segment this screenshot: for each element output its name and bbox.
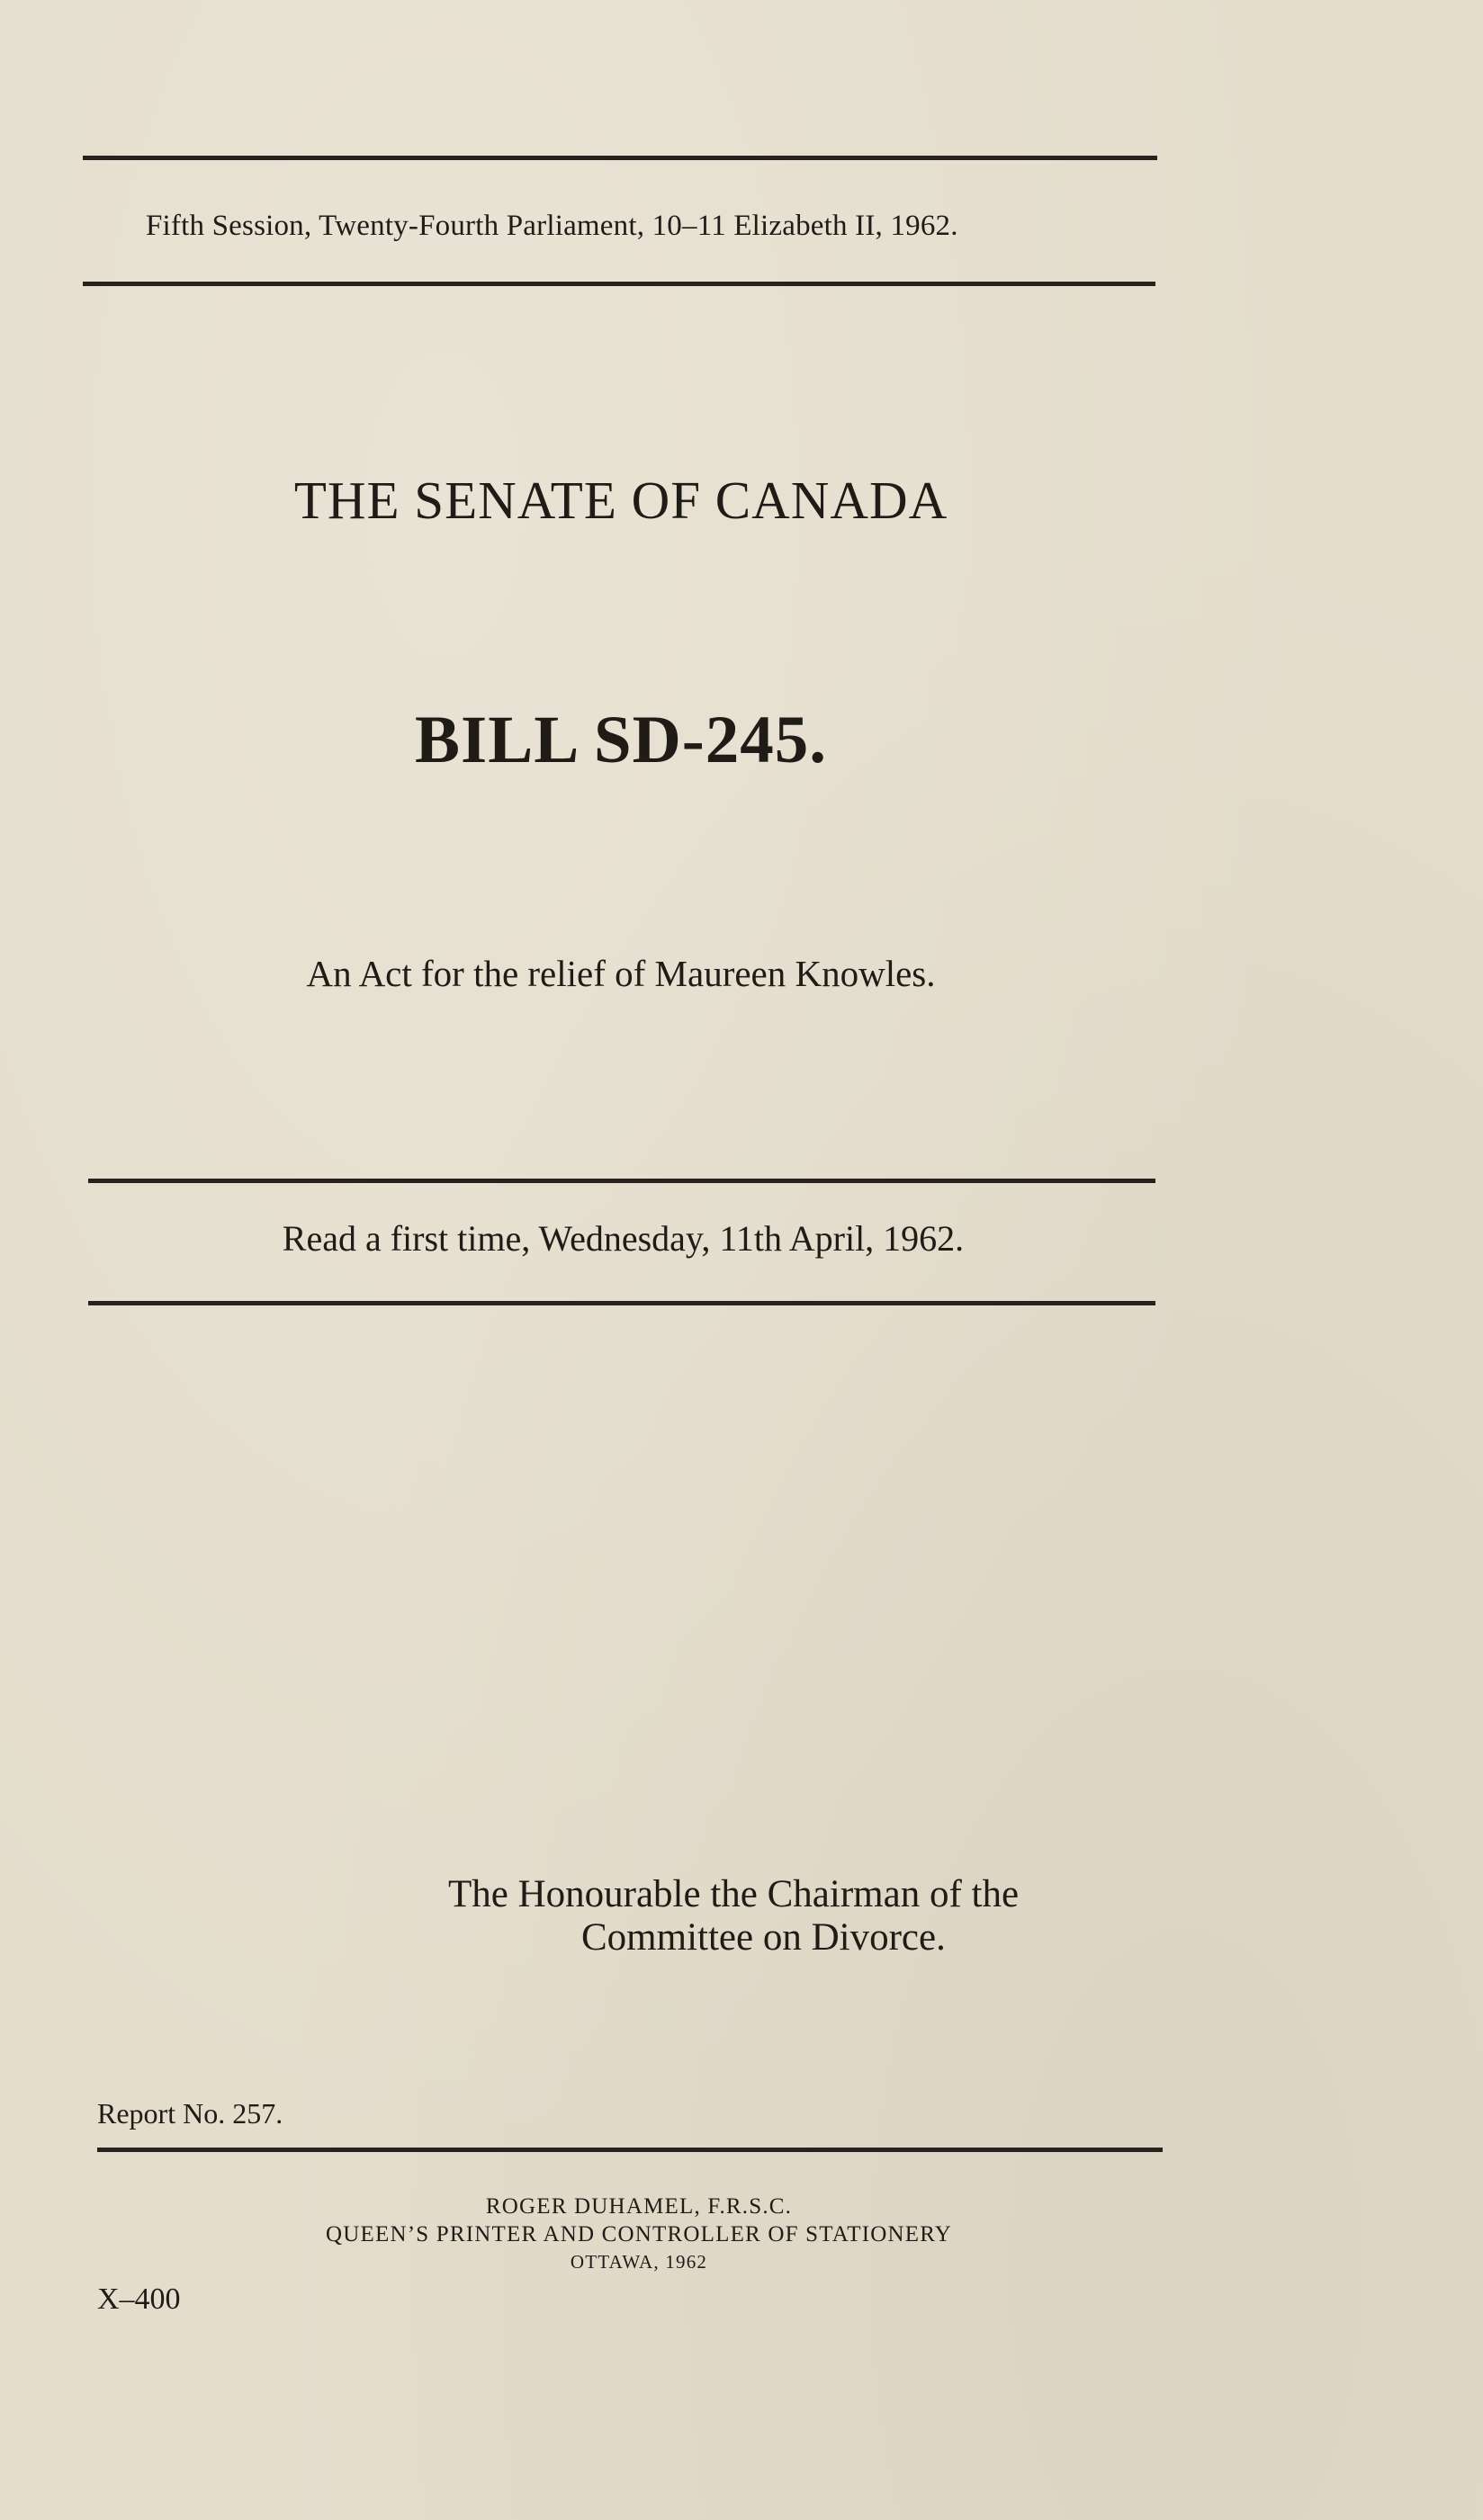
print-code: X–400 [97,2282,181,2316]
first-reading-line: Read a first time, Wednesday, 11th April, 1962. [282,1218,965,1259]
printer-block [0,2193,1278,2276]
sponsor-block [448,1873,1019,1960]
act-title: An Act for the relief of Maureen Knowles. [306,953,936,994]
reading-top-rule [88,1179,1155,1183]
bill-number: BILL SD-245. [415,703,827,777]
house-title: THE SENATE OF CANADA [293,471,948,530]
session-rule [83,282,1155,286]
session-line: Fifth Session, Twenty-Fourth Parliament, 10–11 Elizabeth II, 1962. [146,210,958,242]
printer-rule [97,2148,1163,2152]
report-number: Report No. 257. [97,2097,283,2130]
sponsor-line-1: The Honourable the Chairman of the [448,1873,1020,1915]
reading-bottom-rule [88,1301,1155,1305]
printer-title: QUEEN’S PRINTER AND CONTROLLER OF STATIONERY [326,2222,952,2246]
printer-place: OTTAWA, 1962 [570,2251,708,2273]
printer-name: ROGER DUHAMEL, F.R.S.C. [485,2194,793,2219]
top-rule [83,156,1157,160]
sponsor-line-2: Committee on Divorce. [581,1916,946,1959]
